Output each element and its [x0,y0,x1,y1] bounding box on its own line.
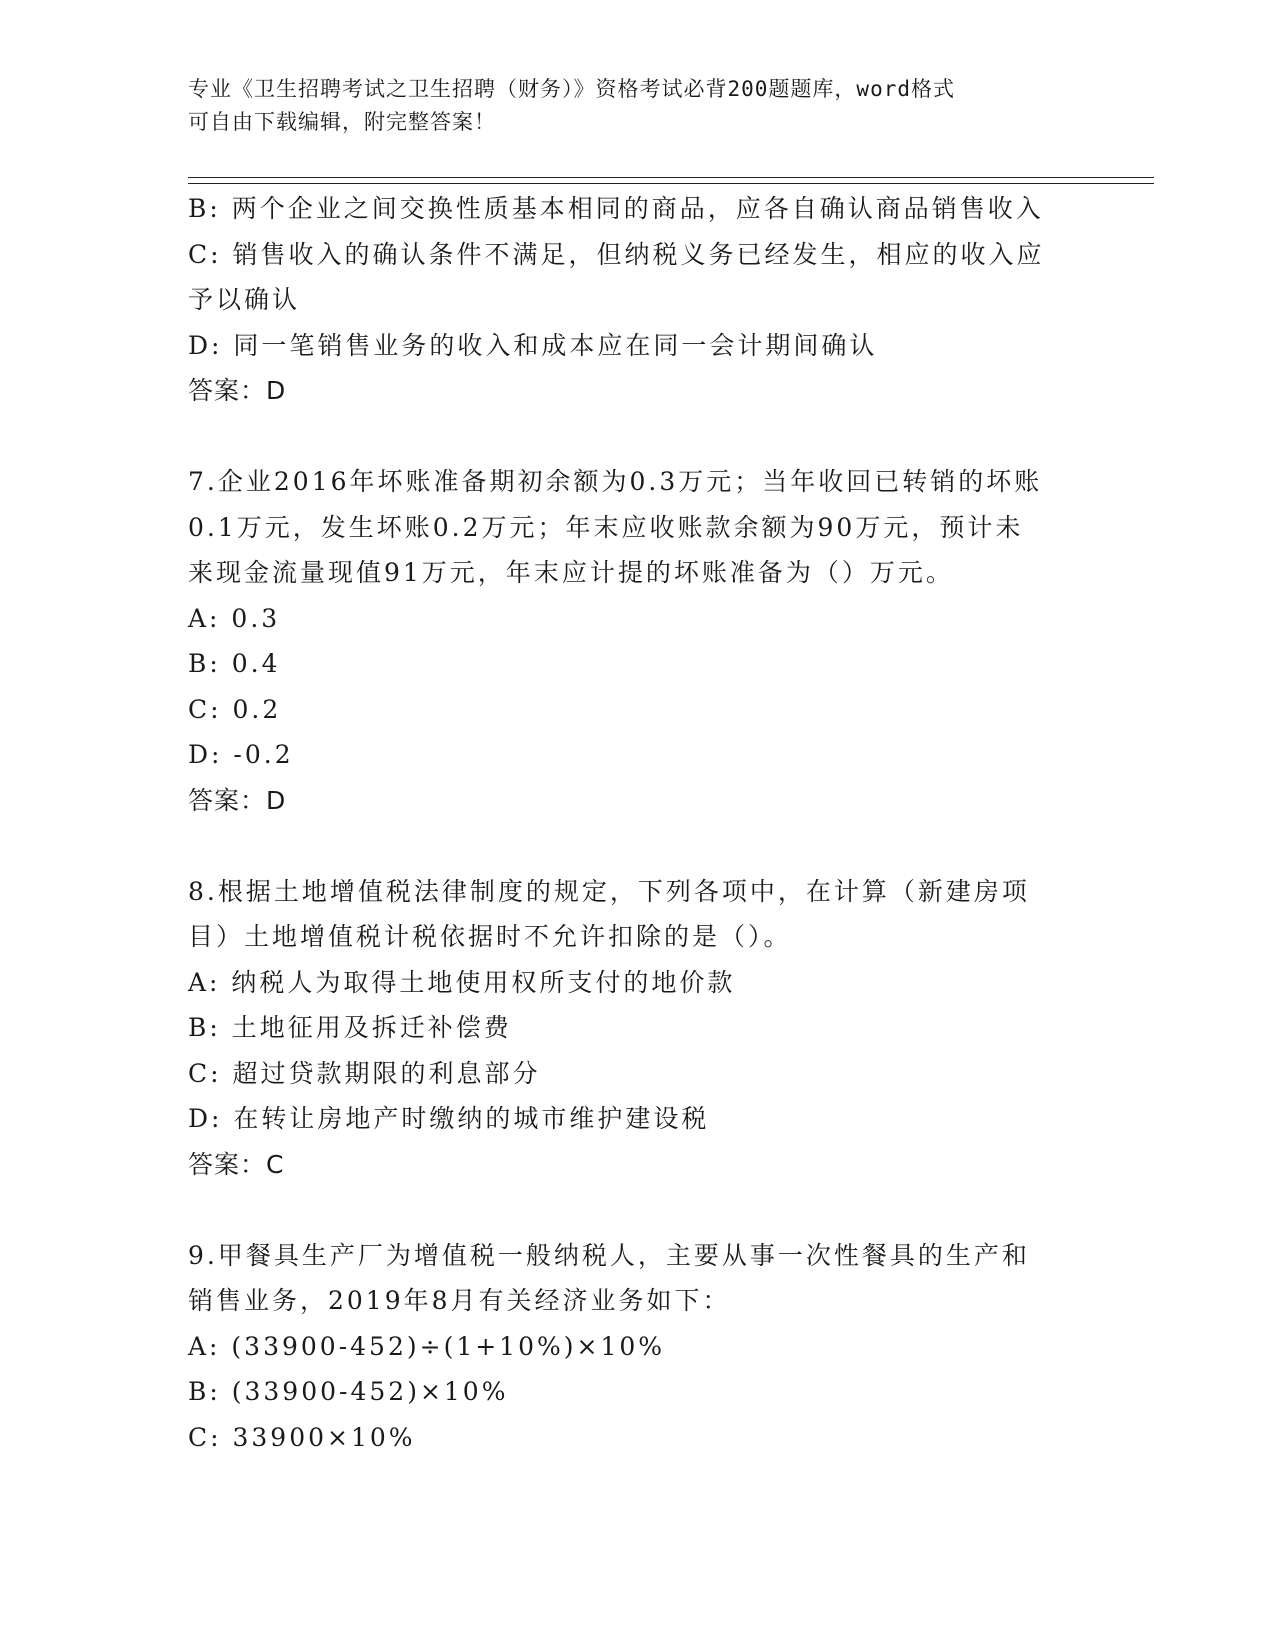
question-stem: 0.1万元，发生坏账0.2万元；年末应收账款余额为90万元，预计未 [188,512,1024,542]
header-divider-bottom [188,183,1154,184]
option-line: C: 超过贷款期限的利息部分 [188,1058,541,1088]
question-stem: 7.企业2016年坏账准备期初余额为0.3万元；当年收回已转销的坏账 [188,467,1043,496]
option-line: B: 0.4 [188,649,281,678]
option-line: D: 在转让房地产时缴纳的城市维护建设税 [188,1104,710,1133]
header-line-2: 可自由下载编辑，附完整答案！ [188,110,496,134]
option-line: C: 销售收入的确认条件不满足，但纳税义务已经发生，相应的收入应 [188,239,1045,269]
option-line: D: 同一笔销售业务的收入和成本应在同一会计期间确认 [188,330,878,360]
option-line: B: 土地征用及拆迁补偿费 [188,1013,512,1042]
text-line: 来现金流量现值91万元，年末应计提的坏账准备为（）万元。 [188,558,954,587]
question-stem: 8.根据土地增值税法律制度的规定，下列各项中，在计算（新建房项 [188,876,1030,906]
option-line: A: 0.3 [188,603,281,633]
option-line: C: 33900×10% [188,1422,416,1452]
answer-line: 答案：D [188,785,287,815]
answer-line: 答案：C [188,1149,285,1179]
text-line: 目）土地增值税计税依据时不允许扣除的是（）。 [188,922,792,951]
answer-line: 答案：D [188,376,287,405]
question-list [188,186,1078,1460]
option-line: D: -0.2 [188,740,294,769]
paragraph-gap [188,1187,1078,1233]
question-stem: 9.甲餐具生产厂为增值税一般纳税人，主要从事一次性餐具的生产和 [188,1240,1030,1270]
text-line: 销售业务，2019年8月有关经济业务如下： [188,1286,731,1315]
option-line: C: 0.2 [188,694,282,724]
paragraph-gap [188,823,1078,869]
document-header [188,73,1088,139]
header-line-1: 专业《卫生招聘考试之卫生招聘（财务）》资格考试必背200题题库，word格式 [188,77,955,101]
text-line: 予以确认 [188,285,301,314]
option-line: B: (33900-452)×10% [188,1377,509,1406]
header-divider-top [188,177,1154,178]
option-line: B: 两个企业之间交换性质基本相同的商品，应各自确认商品销售收入 [188,194,1044,223]
paragraph-gap [188,414,1078,460]
option-line: A: (33900-452)÷(1+10%)×10% [188,1331,666,1361]
option-line: A: 纳税人为取得土地使用权所支付的地价款 [188,967,736,997]
